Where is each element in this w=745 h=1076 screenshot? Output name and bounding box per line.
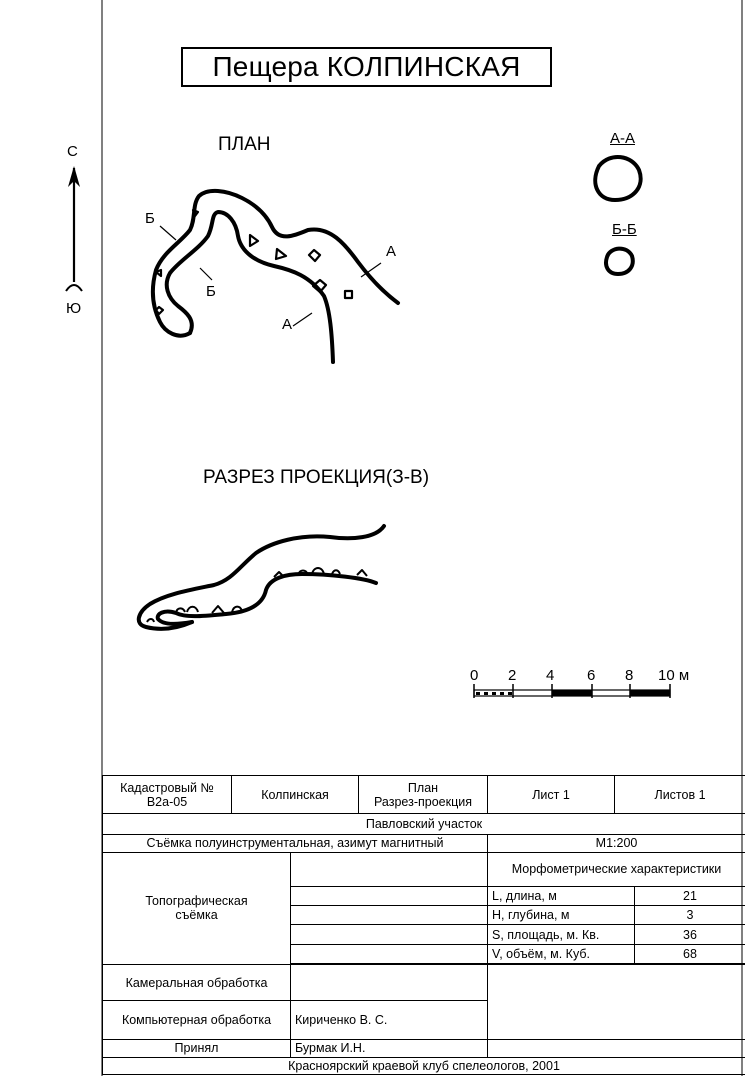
cross-section-a-a: [595, 157, 640, 200]
cross-section-b-b-label: Б-Б: [612, 221, 637, 238]
scale-tick-label: 8: [625, 667, 634, 684]
scale-tick-label: 2: [508, 667, 517, 684]
cross-section-a-a-label: А-А: [610, 130, 636, 147]
camera-processing-cell: Камеральная обработка: [103, 964, 291, 1000]
profile-heading: РАЗРЕЗ ПРОЕКЦИЯ(З-В): [203, 467, 430, 488]
footer-cell: Красноярский краевой клуб спелеологов, 2001: [103, 1057, 745, 1074]
page-title: Пещера КОЛПИНСКАЯ: [212, 51, 521, 82]
north-arrow-icon: [66, 166, 82, 291]
cadastral-cell: Кадастровый № В2а-05: [103, 776, 232, 814]
scale-tick-label: 10 м: [658, 667, 690, 684]
topo-blank-cell: [291, 887, 488, 906]
morph-heading-cell: Морфометрические характеристики: [488, 852, 745, 886]
survey-type-cell: Съёмка полуинструментальная, азимут магнитный: [103, 834, 488, 852]
section-lines: [160, 226, 381, 326]
scale-tick-label: 6: [587, 667, 596, 684]
topo-blank-cell: [291, 944, 488, 963]
morph-label-cell: H, глубина, м: [488, 906, 635, 925]
morph-value-cell: 68: [635, 944, 745, 963]
morph-value-cell: 36: [635, 925, 745, 944]
title-block-table: [102, 775, 745, 1075]
scale-bar: [474, 684, 670, 698]
topo-blank-cell: [291, 925, 488, 944]
section-a-label-right: А: [386, 243, 397, 260]
accepted-blank-cell: [488, 1039, 745, 1057]
computer-processing-cell: Компьютерная обработка: [103, 1001, 291, 1039]
section-a-label-left: А: [282, 316, 293, 333]
section-b-label-upper: Б: [145, 210, 155, 227]
area-cell: Павловский участок: [103, 814, 745, 834]
cave-name-cell: Колпинская: [232, 776, 359, 814]
plan-heading: ПЛАН: [218, 134, 271, 155]
scale-cell: М1:200: [488, 834, 745, 852]
sheets-total-cell: Листов 1: [615, 776, 745, 814]
sheet-number-cell: Лист 1: [488, 776, 615, 814]
scale-tick-label: 0: [470, 667, 479, 684]
morph-value-cell: 21: [635, 887, 745, 906]
accepted-cell: Принял: [103, 1039, 291, 1057]
sheet-type-cell: План Разрез-проекция: [359, 776, 488, 814]
plan-boulders: [156, 210, 352, 314]
section-b-label-lower: Б: [206, 283, 216, 300]
topo-survey-cell: Топографическая съёмка: [103, 852, 291, 964]
accepted-by-cell: Бурмак И.Н.: [291, 1039, 488, 1057]
topo-survey-name-cell: [291, 852, 488, 886]
profile-outline: [139, 526, 384, 629]
scale-tick-label: 4: [546, 667, 555, 684]
morph-label-cell: L, длина, м: [488, 887, 635, 906]
blank-right-cell: [488, 964, 745, 1039]
computer-processing-by-cell: Кириченко В. С.: [291, 1001, 488, 1039]
morph-value-cell: 3: [635, 906, 745, 925]
north-label: С: [67, 143, 78, 160]
topo-blank-cell: [291, 906, 488, 925]
camera-processing-by-cell: [291, 964, 488, 1000]
cross-section-b-b: [606, 249, 633, 274]
morph-label-cell: V, объём, м. Куб.: [488, 944, 635, 963]
south-label: Ю: [66, 300, 82, 317]
morph-label-cell: S, площадь, м. Кв.: [488, 925, 635, 944]
